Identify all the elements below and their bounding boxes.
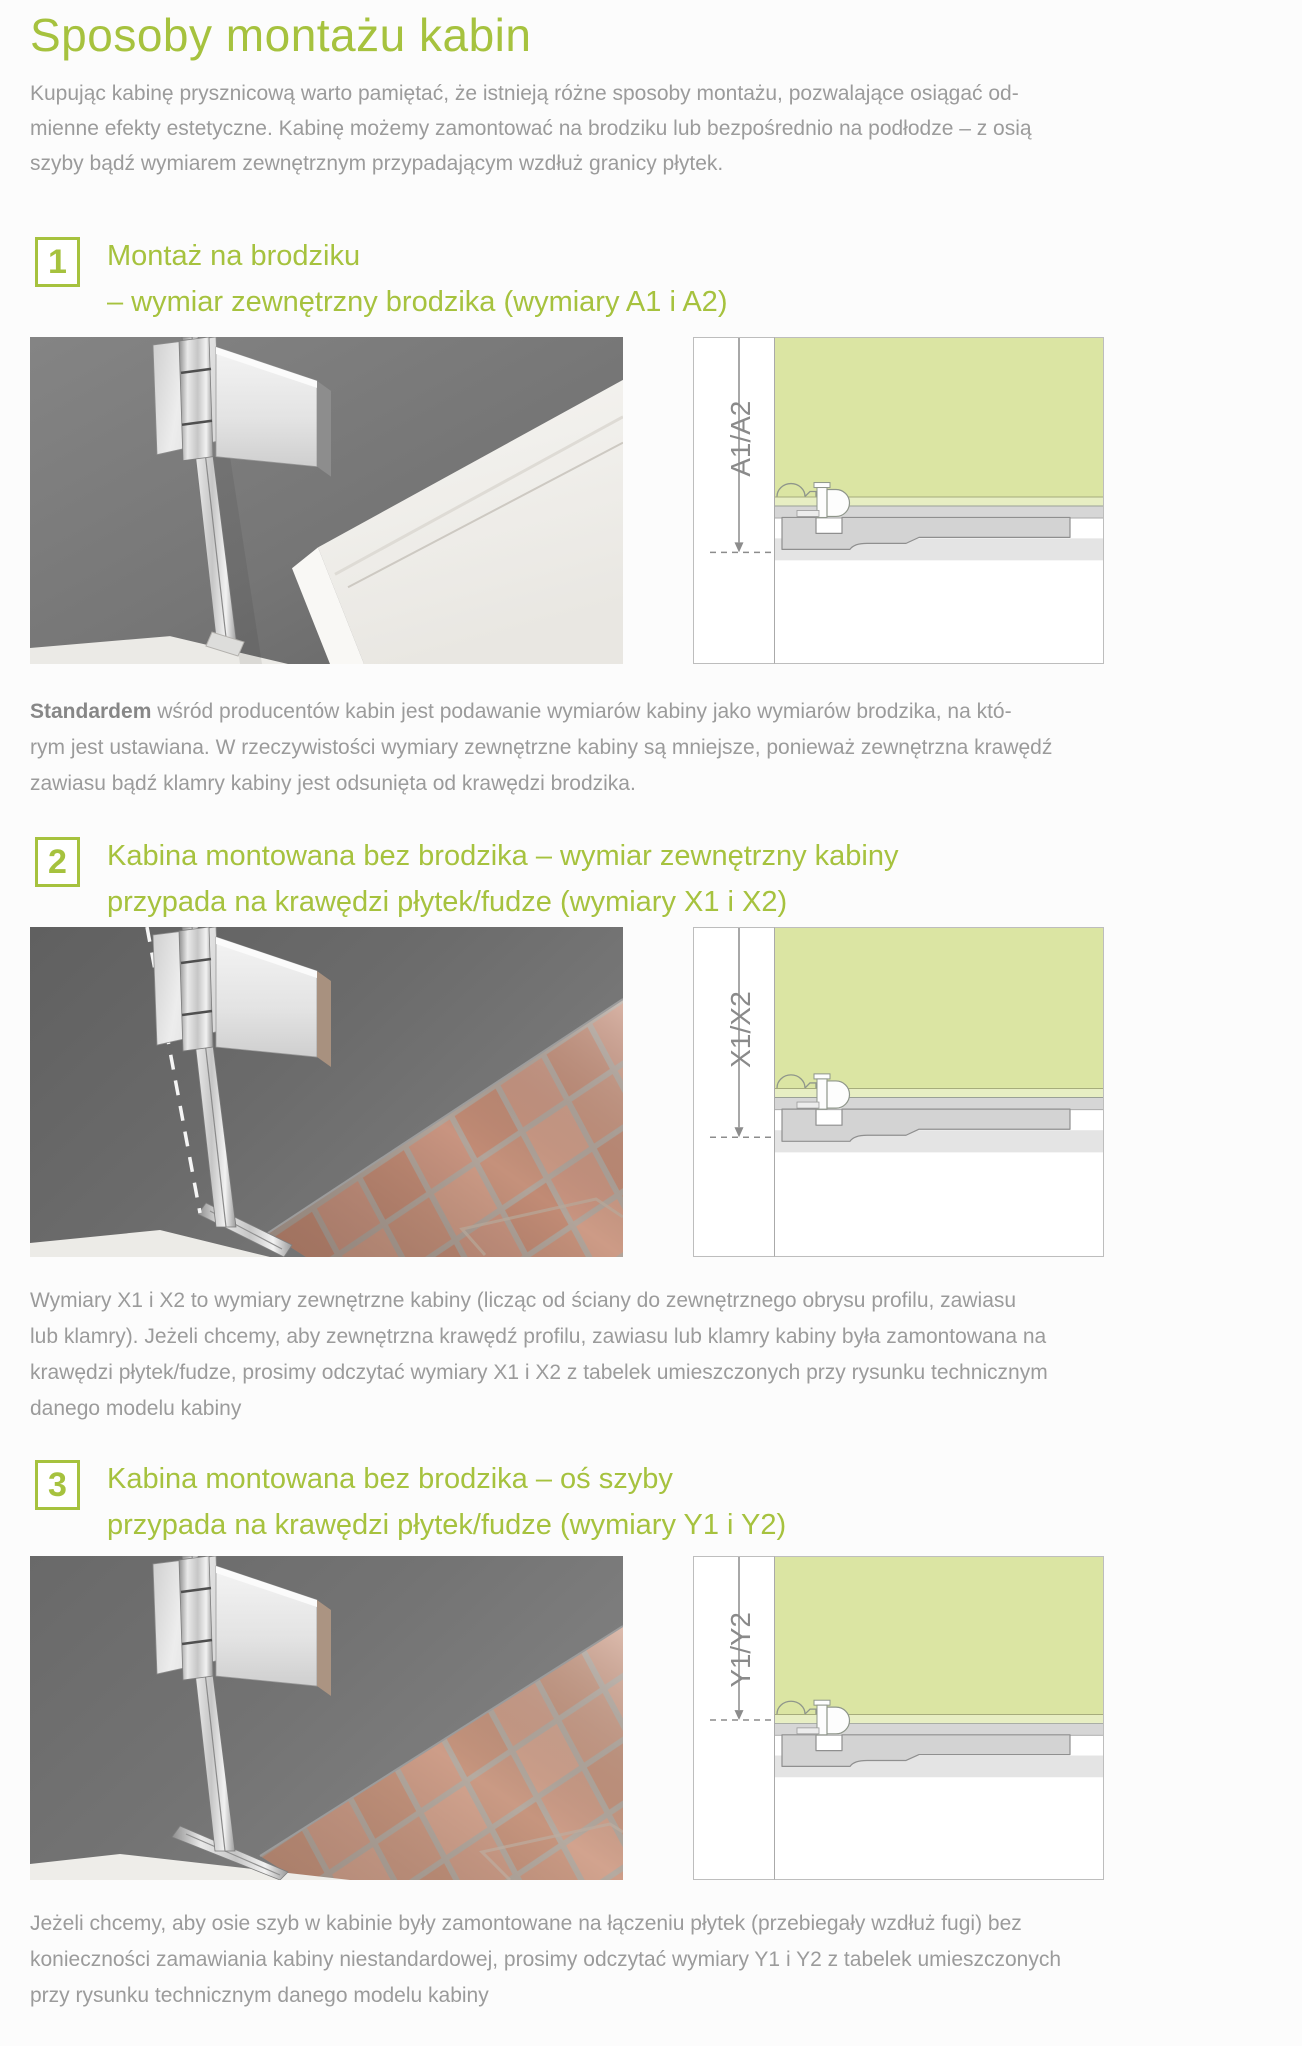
paragraph-line: przy rysunku technicznym danego modelu kabiny bbox=[30, 1984, 489, 2007]
dimension-label: A1/A2 bbox=[724, 400, 757, 477]
section-number-badge-2 bbox=[35, 837, 80, 887]
intro-line: mienne efekty estetyczne. Kabinę możemy zamontować na brodziku lub bezpośrednio na podłodze – z osią bbox=[30, 117, 1032, 140]
section-heading-line: – wymiar zewnętrzny brodzika (wymiary A1 i A2) bbox=[107, 286, 728, 318]
dimension-label: Y1/Y2 bbox=[724, 1612, 757, 1688]
section-heading-2 bbox=[107, 833, 898, 925]
intro-line: szyby bądź wymiarem zewnętrznym przypadającym wzdłuż granicy płytek. bbox=[30, 152, 724, 175]
section-heading-1 bbox=[107, 233, 727, 325]
section-heading-line: Kabina montowana bez brodzika – wymiar zewnętrzny kabiny bbox=[107, 840, 899, 872]
cross-section-diagram bbox=[693, 927, 1104, 1257]
section-heading-line: przypada na krawędzi płytek/fudze (wymiary Y1 i Y2) bbox=[107, 1509, 787, 1541]
diagram-x1-x2 bbox=[693, 927, 1104, 1257]
wall-area bbox=[775, 338, 1103, 497]
photo-tile-floor-hinge bbox=[30, 1556, 623, 1880]
paragraph-line: zawiasu bądź klamry kabiny jest odsunięta od krawędzi brodzika. bbox=[30, 772, 636, 795]
paragraph-line: lub klamry). Jeżeli chcemy, aby zewnętrzna krawędź profilu, zawiasu lub klamry kabiny była zamontowana na bbox=[30, 1325, 1047, 1348]
paragraph-line: Jeżeli chcemy, aby osie szyb w kabinie były zamontowane na łączeniu płytek (przebiegały wzdłuż fugi) bez bbox=[30, 1912, 1022, 1935]
section-number-badge-3 bbox=[35, 1460, 80, 1510]
paragraph-line: Standardem wśród producentów kabin jest podawanie wymiarów kabiny jako wymiarów brodzika, na któ- bbox=[30, 700, 1012, 723]
section-number: 3 bbox=[48, 1465, 67, 1504]
diagram-a1-a2 bbox=[693, 337, 1104, 664]
paragraph-line: danego modelu kabiny bbox=[30, 1397, 242, 1420]
section-number: 2 bbox=[48, 842, 67, 881]
section-heading-3 bbox=[107, 1456, 786, 1548]
paragraph-line: Wymiary X1 i X2 to wymiary zewnętrzne kabiny (licząc od ściany do zewnętrznego obrysu profilu, zawiasu bbox=[30, 1289, 1017, 1312]
section-3-paragraph bbox=[30, 1906, 1061, 2014]
section-number-badge-1 bbox=[35, 237, 80, 287]
section-2-paragraph bbox=[30, 1283, 1048, 1427]
paragraph-lead: Standardem bbox=[30, 700, 152, 723]
page-title: Sposoby montażu kabin bbox=[30, 9, 532, 61]
wall-area bbox=[775, 928, 1103, 1088]
section-heading-line: Montaż na brodziku bbox=[107, 240, 361, 272]
section-heading-line: Kabina montowana bez brodzika – oś szyby bbox=[107, 1463, 673, 1495]
paragraph-line: krawędzi płytek/fudze, prosimy odczytać wymiary X1 i X2 z tabelek umieszczonych przy rysunku technicznym bbox=[30, 1361, 1048, 1384]
diagram-y1-y2 bbox=[693, 1556, 1104, 1880]
intro-paragraph bbox=[30, 76, 1032, 181]
photo-shower-tray-hinge bbox=[30, 337, 623, 664]
paragraph-line: konieczności zamawiania kabiny niestandardowej, prosimy odczytać wymiary Y1 i Y2 z tabelek umieszczonych bbox=[30, 1948, 1062, 1971]
cross-section-diagram bbox=[693, 1556, 1104, 1880]
cross-section-diagram bbox=[693, 337, 1104, 664]
photo-tile-floor-hinge-dashed-line bbox=[30, 927, 623, 1257]
paragraph-line: rym jest ustawiana. W rzeczywistości wymiary zewnętrzne kabiny są mniejsze, ponieważ zewnętrzna krawędź bbox=[30, 736, 1053, 759]
section-1-paragraph bbox=[30, 694, 1052, 802]
tile-floor-photo-graphic bbox=[30, 1556, 623, 1880]
section-number: 1 bbox=[48, 242, 67, 281]
wall-area bbox=[775, 1557, 1103, 1714]
dimension-label: X1/X2 bbox=[725, 991, 756, 1068]
tile-floor-photo-graphic bbox=[30, 927, 623, 1257]
section-heading-line: przypada na krawędzi płytek/fudze (wymiary X1 i X2) bbox=[107, 886, 788, 918]
intro-line: Kupując kabinę prysznicową warto pamiętać, że istnieją różne sposoby montażu, pozwalające osiągać od- bbox=[30, 82, 1019, 105]
shower-tray-photo-graphic bbox=[30, 337, 623, 664]
